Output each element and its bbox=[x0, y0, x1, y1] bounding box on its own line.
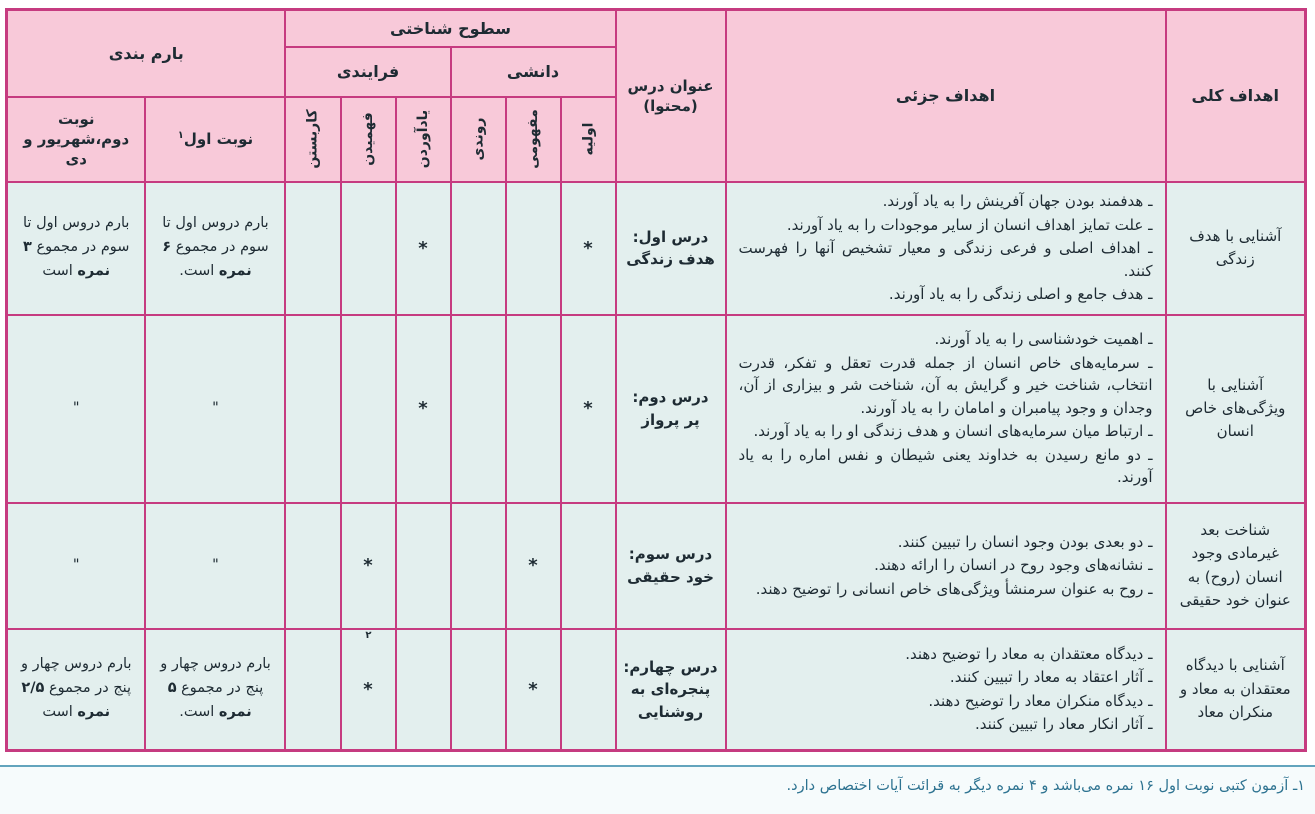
term2-grading-cell bbox=[6, 315, 145, 503]
vertical-label-wrap bbox=[452, 99, 505, 180]
ditto-mark: " bbox=[72, 399, 80, 416]
star-cell-procedural bbox=[451, 503, 506, 629]
star-cell-apply bbox=[285, 182, 340, 315]
table-row bbox=[6, 503, 1305, 629]
star-cell-initial: * bbox=[561, 315, 616, 503]
label-conceptual: مفهومی bbox=[524, 109, 541, 169]
star-cell-conceptual: * bbox=[506, 629, 561, 751]
objective-item: ـ روح به عنوان سرمنشأ ویژگی‌های خاص انسانی را توضیح دهند. bbox=[755, 579, 1153, 598]
col-header-initial bbox=[561, 97, 616, 182]
star-cell-apply bbox=[285, 315, 340, 503]
col-header-knowledge: دانشی bbox=[451, 47, 616, 97]
general-objective-cell: شناخت بعد غیرمادی وجود انسان (روح) به عنوان خود حقیقی bbox=[1166, 503, 1306, 629]
star-cell-apply bbox=[285, 503, 340, 629]
grading-text: بارم دروس چهار و پنج در مجموع bbox=[20, 656, 132, 697]
lesson-number: درس اول: bbox=[632, 227, 709, 246]
star-glyph: * bbox=[363, 678, 373, 700]
footnote-mark-2: ۲ bbox=[365, 629, 372, 641]
term1-label: نوبت اول bbox=[183, 129, 254, 148]
objective-item: ـ هدفمند بودن جهان آفرینش را به یاد آورند. bbox=[882, 192, 1153, 211]
col-header-term2: نوبت دوم،شهریور و دی bbox=[6, 97, 145, 182]
col-header-apply bbox=[285, 97, 340, 182]
term2-grading-cell bbox=[6, 503, 145, 629]
general-objective-cell: آشنایی با ویژگی‌های خاص انسان bbox=[1166, 315, 1306, 503]
star-cell-understand bbox=[341, 315, 396, 503]
lesson-number: درس سوم: bbox=[628, 545, 713, 563]
footer-divider-line bbox=[0, 765, 1315, 767]
star-cell-understand bbox=[341, 182, 396, 315]
star-cell-procedural bbox=[451, 182, 506, 315]
objective-item: ـ اهداف اصلی و فرعی زندگی و معیار تشخیص آنها را فهرست کنند. bbox=[738, 239, 1153, 280]
table-row bbox=[6, 629, 1305, 751]
curriculum-table bbox=[5, 8, 1307, 752]
col-header-conceptual bbox=[506, 97, 561, 182]
term1-grading-cell bbox=[145, 315, 285, 503]
lesson-cell bbox=[616, 629, 726, 751]
col-header-process: فرایندی bbox=[285, 47, 450, 97]
grading-text: است. bbox=[179, 704, 219, 721]
star-cell-understand bbox=[341, 629, 396, 751]
grading-text: است bbox=[42, 704, 78, 721]
col-header-general-objectives: اهداف کلی bbox=[1166, 10, 1306, 182]
ditto-mark: " bbox=[212, 556, 219, 573]
lesson-number: درس دوم: bbox=[632, 388, 709, 406]
col-header-specific-objectives: اهداف جزئی bbox=[726, 10, 1166, 182]
lesson-name: خود حقیقی bbox=[627, 567, 714, 586]
star-cell-initial bbox=[561, 503, 616, 629]
footnote-text: ۱ـ آزمون کتبی نوبت اول ۱۶ نمره می‌باشد و ۴ نمره دیگر به قرائت آیات اختصاص دارد. bbox=[786, 778, 1305, 794]
objectives-cell bbox=[726, 315, 1166, 503]
grading-score: ۵ نمره bbox=[167, 680, 252, 721]
vertical-label-wrap bbox=[286, 99, 339, 180]
grading-score: ۳ نمره bbox=[23, 239, 111, 279]
lesson-cell bbox=[616, 315, 726, 503]
table-row bbox=[6, 315, 1305, 503]
label-recall: یادآوردن bbox=[415, 109, 431, 169]
lesson-title-line1: عنوان درس bbox=[627, 76, 714, 95]
header-row-1 bbox=[6, 10, 1305, 47]
star-cell-initial: * bbox=[561, 182, 616, 315]
lesson-name: پر پرواز bbox=[641, 410, 700, 429]
col-header-term1 bbox=[145, 97, 285, 182]
general-objective-cell: آشنایی با دیدگاه معتقدان به معاد و منکران معاد bbox=[1166, 629, 1306, 751]
term2-grading-cell bbox=[6, 182, 145, 315]
objective-item: ـ نشانه‌های وجود روح در انسان را ارائه دهند. bbox=[874, 556, 1153, 575]
term1-grading-cell bbox=[145, 629, 285, 751]
star-cell-recall bbox=[396, 629, 451, 751]
general-objective-cell: آشنایی با هدف زندگی bbox=[1166, 182, 1306, 315]
ditto-mark: " bbox=[212, 399, 219, 416]
label-understand: فهمیدن bbox=[359, 112, 376, 166]
col-header-grading: بارم بندی bbox=[6, 10, 285, 97]
col-header-recall bbox=[396, 97, 451, 182]
star-cell-procedural bbox=[451, 629, 506, 751]
footnote-mark-1: ۱ bbox=[177, 129, 184, 141]
objective-item: ـ دو مانع رسیدن به خداوند یعنی شیطان و نفس اماره را به یاد آورند. bbox=[738, 445, 1153, 487]
lesson-cell bbox=[616, 182, 726, 315]
objective-item: ـ هدف جامع و اصلی زندگی را به یاد آورند. bbox=[888, 285, 1153, 304]
vertical-label-wrap bbox=[562, 99, 615, 180]
term1-grading-cell bbox=[145, 503, 285, 629]
star-cell-recall: * bbox=[396, 182, 451, 315]
objective-item: ـ دو بعدی بودن وجود انسان را تبیین کنند. bbox=[897, 532, 1153, 551]
label-apply: کاربستن bbox=[304, 109, 321, 169]
objective-item: ـ ارتباط میان سرمایه‌های انسان و هدف زندگی او را به یاد آورند. bbox=[753, 422, 1153, 441]
label-procedural: روندی bbox=[470, 117, 486, 161]
col-header-lesson-title bbox=[616, 10, 726, 182]
objectives-cell bbox=[726, 182, 1166, 315]
objective-item: ـ دیدگاه منکران معاد را توضیح دهند. bbox=[928, 691, 1153, 710]
grading-text: بارم دروس اول تا سوم در مجموع bbox=[162, 215, 269, 256]
objective-item: ـ اهمیت خودشناسی را به یاد آورند. bbox=[934, 330, 1153, 349]
col-header-procedural bbox=[451, 97, 506, 182]
label-initial: اولیه bbox=[580, 122, 596, 156]
vertical-label-wrap bbox=[507, 99, 560, 180]
grading-text: است bbox=[42, 262, 78, 279]
star-cell-recall: * bbox=[396, 315, 451, 503]
vertical-label-wrap bbox=[397, 99, 450, 180]
star-cell-conceptual bbox=[506, 182, 561, 315]
grading-score: ۶ نمره bbox=[162, 239, 252, 279]
star-cell-understand: * bbox=[341, 503, 396, 629]
star-cell-conceptual bbox=[506, 315, 561, 503]
star-cell-procedural bbox=[451, 315, 506, 503]
objective-item: ـ علت تمایز اهداف انسان از سایر موجودات را به یاد آورند. bbox=[786, 215, 1153, 234]
lesson-name: پنجره‌ای به روشنایی bbox=[630, 680, 711, 721]
grading-text: بارم دروس چهار و پنج در مجموع bbox=[160, 656, 271, 697]
objectives-cell bbox=[726, 503, 1166, 629]
col-header-cognitive-levels: سطوح شناختی bbox=[285, 10, 615, 47]
col-header-understand bbox=[341, 97, 396, 182]
objectives-cell bbox=[726, 629, 1166, 751]
grading-score: ۲/۵ نمره bbox=[21, 680, 111, 721]
star-cell-recall bbox=[396, 503, 451, 629]
vertical-label-wrap bbox=[342, 99, 395, 180]
term2-grading-cell bbox=[6, 629, 145, 751]
star-cell-apply bbox=[285, 629, 340, 751]
star-cell-conceptual: * bbox=[506, 503, 561, 629]
ditto-mark: " bbox=[72, 556, 80, 573]
objective-item: ـ آثار اعتقاد به معاد را تبیین کنند. bbox=[949, 668, 1153, 687]
objective-item: ـ دیدگاه معتقدان به معاد را توضیح دهند. bbox=[905, 644, 1153, 663]
table-row bbox=[6, 182, 1305, 315]
lesson-name: هدف زندگی bbox=[626, 250, 715, 268]
star-cell-initial bbox=[561, 629, 616, 751]
objective-item: ـ آثار انکار معاد را تبیین کنند. bbox=[974, 715, 1153, 734]
grading-text: است. bbox=[179, 262, 219, 279]
lesson-number: درس چهارم: bbox=[623, 657, 718, 676]
objective-item: ـ سرمایه‌های خاص انسان از جمله قدرت تعقل و تفکر، قدرت انتخاب، شناخت خیر و گرایش به آن، شناخت شر و بیزاری از آن، وجدان و وجود پیامبران و امامان را به یاد آورند. bbox=[738, 353, 1153, 417]
grading-text: بارم دروس اول تا سوم در مجموع bbox=[23, 215, 130, 256]
lesson-title-line2: (محتوا) bbox=[643, 96, 698, 115]
lesson-cell bbox=[616, 503, 726, 629]
term1-grading-cell bbox=[145, 182, 285, 315]
